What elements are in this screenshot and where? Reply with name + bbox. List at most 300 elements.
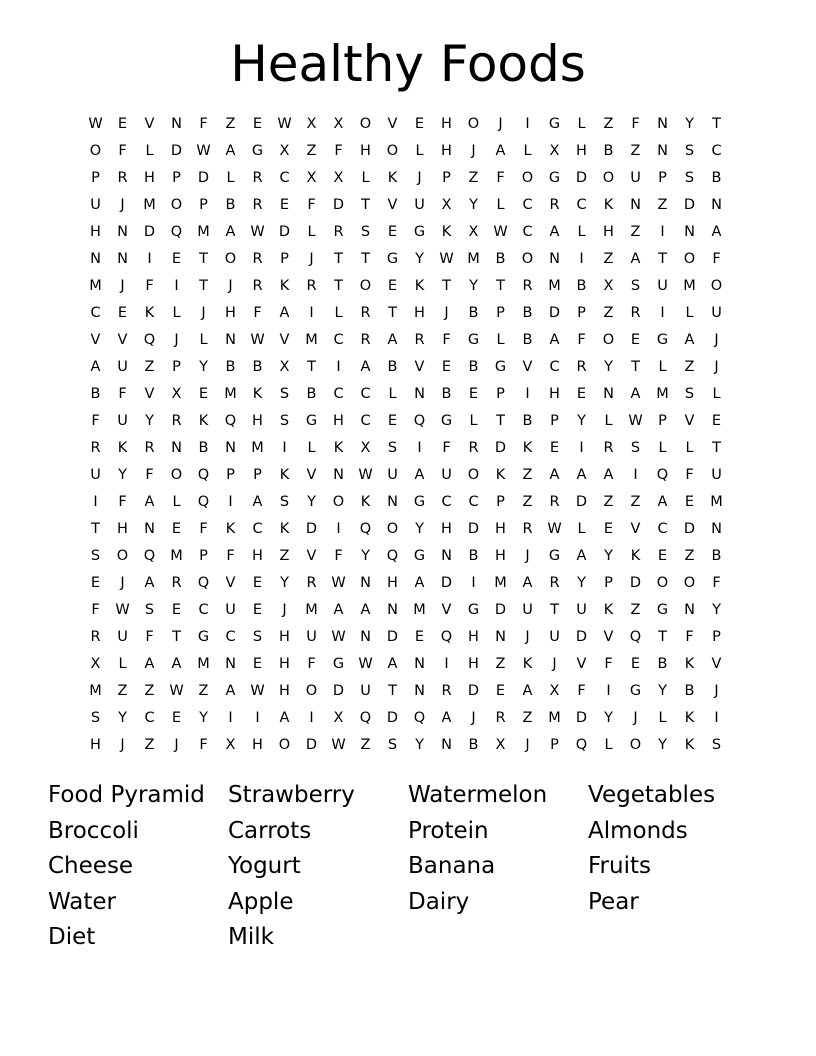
grid-letter: Q — [359, 521, 372, 537]
grid-letter: U — [549, 629, 560, 645]
grid-letter: Z — [144, 359, 155, 375]
grid-letter: F — [199, 737, 208, 753]
grid-letter: L — [199, 332, 208, 348]
grid-letter: I — [444, 656, 449, 672]
grid-letter: C — [522, 197, 533, 213]
grid-letter: L — [577, 224, 586, 240]
grid-letter: N — [360, 575, 371, 591]
grid-letter: C — [360, 413, 371, 429]
grid-letter: S — [144, 602, 155, 618]
grid-letter: V — [522, 359, 533, 375]
grid-letter: H — [252, 737, 263, 753]
grid-row — [82, 435, 734, 462]
grid-letter: O — [278, 737, 291, 753]
grid-letter: P — [199, 548, 208, 564]
grid-letter: P — [199, 197, 208, 213]
grid-row — [82, 354, 734, 381]
grid-letter: E — [90, 575, 101, 591]
grid-letter: T — [658, 251, 667, 267]
grid-letter: X — [468, 224, 479, 240]
grid-letter: U — [576, 602, 587, 618]
grid-letter: L — [307, 440, 316, 456]
grid-letter: A — [549, 467, 560, 483]
grid-letter: C — [549, 359, 560, 375]
grid-letter: Q — [197, 467, 210, 483]
grid-letter: I — [309, 305, 314, 321]
grid-letter: N — [414, 386, 425, 402]
grid-row — [82, 462, 734, 489]
grid-letter: A — [279, 305, 290, 321]
grid-letter: K — [603, 602, 614, 618]
grid-letter: I — [417, 440, 422, 456]
grid-letter: B — [684, 683, 695, 699]
grid-letter: D — [386, 629, 399, 645]
grid-letter: H — [90, 224, 101, 240]
grid-letter: U — [306, 629, 317, 645]
grid-letter: Q — [440, 629, 453, 645]
grid-letter: D — [629, 575, 642, 591]
grid-letter: Z — [279, 548, 290, 564]
grid-letter: D — [278, 224, 291, 240]
grid-letter: J — [228, 278, 233, 294]
grid-letter: A — [414, 467, 425, 483]
grid-letter: A — [630, 386, 641, 402]
grid-row — [82, 543, 734, 570]
grid-letter: V — [279, 332, 290, 348]
word-bank-item: Apple — [228, 888, 294, 915]
grid-letter: X — [495, 737, 506, 753]
grid-letter: I — [93, 494, 98, 510]
grid-row — [82, 732, 734, 759]
grid-letter: O — [602, 332, 615, 348]
grid-letter: H — [90, 737, 101, 753]
grid-letter: B — [90, 386, 101, 402]
grid-letter: D — [575, 170, 588, 186]
grid-letter: L — [685, 440, 694, 456]
word-bank-item: Milk — [228, 924, 274, 951]
grid-row — [82, 651, 734, 678]
grid-letter: X — [360, 440, 371, 456]
grid-letter: P — [577, 305, 586, 321]
grid-letter: Z — [225, 116, 236, 132]
grid-letter: B — [468, 737, 479, 753]
grid-letter: L — [496, 332, 505, 348]
grid-letter: Y — [118, 710, 127, 726]
grid-letter: A — [333, 602, 344, 618]
grid-letter: M — [710, 494, 723, 510]
grid-letter: R — [144, 440, 155, 456]
grid-letter: D — [386, 710, 399, 726]
grid-letter: H — [117, 521, 128, 537]
grid-letter: O — [683, 575, 696, 591]
grid-letter: N — [90, 251, 101, 267]
grid-letter: C — [522, 224, 533, 240]
grid-letter: G — [197, 629, 210, 645]
grid-letter: T — [334, 278, 343, 294]
grid-letter: A — [360, 359, 371, 375]
grid-letter: M — [548, 710, 561, 726]
grid-letter: I — [309, 710, 314, 726]
grid-letter: J — [120, 197, 125, 213]
grid-letter: F — [118, 494, 127, 510]
grid-letter: Y — [145, 413, 154, 429]
grid-letter: C — [252, 521, 263, 537]
grid-letter: F — [442, 332, 451, 348]
grid-letter: J — [201, 305, 206, 321]
grid-row — [82, 408, 734, 435]
grid-letter: Y — [307, 494, 316, 510]
grid-letter: O — [359, 278, 372, 294]
grid-letter: C — [333, 332, 344, 348]
grid-letter: M — [305, 602, 318, 618]
grid-letter: O — [602, 170, 615, 186]
grid-letter: L — [307, 224, 316, 240]
grid-letter: D — [305, 737, 318, 753]
grid-letter: E — [387, 278, 398, 294]
grid-letter: Z — [630, 602, 641, 618]
grid-letter: Y — [604, 548, 613, 564]
grid-letter: F — [118, 143, 127, 159]
grid-letter: V — [144, 386, 155, 402]
grid-letter: Y — [118, 467, 127, 483]
grid-letter: B — [468, 305, 479, 321]
grid-letter: J — [471, 143, 476, 159]
grid-letter: Y — [577, 413, 586, 429]
grid-letter: E — [198, 386, 209, 402]
grid-letter: L — [361, 170, 370, 186]
grid-letter: J — [282, 602, 287, 618]
grid-letter: F — [199, 116, 208, 132]
grid-letter: L — [469, 413, 478, 429]
grid-letter: L — [658, 710, 667, 726]
grid-letter: O — [89, 143, 102, 159]
grid-letter: V — [711, 656, 722, 672]
grid-letter: J — [471, 710, 476, 726]
grid-letter: S — [279, 386, 290, 402]
grid-letter: J — [714, 359, 719, 375]
grid-letter: N — [171, 116, 182, 132]
grid-row — [82, 678, 734, 705]
grid-letter: F — [199, 521, 208, 537]
grid-letter: U — [360, 683, 371, 699]
word-bank — [48, 777, 768, 955]
grid-letter: V — [306, 467, 317, 483]
grid-letter: P — [226, 467, 235, 483]
grid-letter: Q — [413, 710, 426, 726]
grid-letter: L — [658, 359, 667, 375]
grid-letter: C — [657, 521, 668, 537]
grid-letter: I — [255, 710, 260, 726]
grid-letter: Y — [712, 602, 721, 618]
grid-letter: G — [656, 332, 669, 348]
word-bank-item: Strawberry — [228, 782, 355, 808]
grid-letter: M — [197, 656, 210, 672]
grid-letter: A — [711, 224, 722, 240]
grid-letter: B — [576, 278, 587, 294]
grid-letter: R — [252, 197, 263, 213]
grid-letter: V — [603, 629, 614, 645]
grid-letter: F — [91, 413, 100, 429]
grid-letter: N — [144, 521, 155, 537]
grid-letter: N — [495, 629, 506, 645]
grid-letter: K — [225, 521, 236, 537]
grid-letter: Y — [658, 683, 667, 699]
grid-letter: O — [521, 251, 534, 267]
grid-letter: N — [657, 116, 668, 132]
grid-letter: E — [252, 656, 263, 672]
grid-letter: V — [414, 359, 425, 375]
grid-letter: I — [228, 710, 233, 726]
grid-letter: C — [711, 143, 722, 159]
grid-letter: M — [494, 575, 507, 591]
grid-row — [82, 219, 734, 246]
grid-letter: K — [414, 278, 425, 294]
word-bank-item: Pear — [588, 888, 639, 915]
grid-letter: P — [91, 170, 100, 186]
grid-letter: T — [388, 683, 397, 699]
grid-letter: Z — [684, 548, 695, 564]
grid-letter: Y — [415, 251, 424, 267]
grid-letter: F — [604, 656, 613, 672]
grid-letter: W — [331, 575, 346, 591]
grid-letter: L — [118, 656, 127, 672]
grid-letter: Z — [198, 683, 209, 699]
grid-letter: S — [90, 548, 101, 564]
grid-letter: D — [575, 629, 588, 645]
grid-letter: U — [630, 170, 641, 186]
grid-row — [82, 165, 734, 192]
grid-letter: E — [684, 494, 695, 510]
grid-letter: X — [306, 170, 317, 186]
grid-letter: L — [658, 440, 667, 456]
grid-letter: X — [306, 116, 317, 132]
grid-letter: H — [252, 548, 263, 564]
grid-letter: A — [144, 656, 155, 672]
grid-letter: L — [577, 521, 586, 537]
grid-letter: P — [496, 494, 505, 510]
grid-letter: N — [684, 602, 695, 618]
grid-letter: J — [633, 710, 638, 726]
grid-letter: R — [630, 305, 641, 321]
grid-letter: O — [116, 548, 129, 564]
grid-letter: R — [522, 521, 533, 537]
grid-letter: F — [91, 602, 100, 618]
grid-letter: G — [494, 359, 507, 375]
grid-letter: S — [387, 737, 398, 753]
grid-letter: D — [494, 602, 507, 618]
grid-letter: P — [550, 737, 559, 753]
grid-letter: Q — [386, 548, 399, 564]
grid-letter: A — [225, 224, 236, 240]
grid-letter: P — [496, 386, 505, 402]
grid-letter: W — [331, 737, 346, 753]
grid-letter: A — [144, 494, 155, 510]
grid-letter: S — [360, 224, 371, 240]
grid-letter: J — [714, 683, 719, 699]
grid-letter: S — [684, 170, 695, 186]
grid-letter: F — [334, 548, 343, 564]
grid-letter: P — [658, 170, 667, 186]
grid-letter: M — [251, 440, 264, 456]
grid-letter: E — [117, 116, 128, 132]
grid-letter: G — [467, 602, 480, 618]
grid-letter: R — [252, 170, 263, 186]
grid-letter: R — [468, 440, 479, 456]
grid-letter: U — [117, 629, 128, 645]
grid-letter: Z — [495, 656, 506, 672]
grid-letter: T — [307, 359, 316, 375]
grid-letter: T — [361, 251, 370, 267]
grid-letter: Q — [224, 413, 237, 429]
grid-letter: F — [118, 386, 127, 402]
grid-letter: E — [252, 602, 263, 618]
grid-letter: O — [170, 197, 183, 213]
grid-letter: D — [494, 440, 507, 456]
grid-letter: M — [89, 683, 102, 699]
grid-letter: R — [549, 197, 560, 213]
grid-letter: B — [387, 359, 398, 375]
grid-letter: W — [277, 116, 292, 132]
grid-letter: A — [576, 548, 587, 564]
grid-letter: G — [548, 116, 561, 132]
grid-letter: J — [714, 332, 719, 348]
grid-letter: L — [172, 494, 181, 510]
grid-letter: X — [549, 683, 560, 699]
grid-letter: H — [360, 143, 371, 159]
grid-letter: L — [604, 737, 613, 753]
grid-letter: S — [279, 413, 290, 429]
grid-letter: Q — [143, 548, 156, 564]
grid-letter: H — [144, 170, 155, 186]
grid-letter: A — [414, 575, 425, 591]
grid-letter: I — [336, 359, 341, 375]
grid-letter: W — [250, 224, 265, 240]
grid-letter: N — [711, 521, 722, 537]
grid-letter: S — [684, 143, 695, 159]
grid-letter: H — [549, 386, 560, 402]
grid-letter: Z — [306, 143, 317, 159]
grid-letter: R — [117, 170, 128, 186]
grid-letter: K — [387, 170, 398, 186]
grid-letter: E — [603, 521, 614, 537]
grid-letter: L — [145, 143, 154, 159]
grid-letter: H — [252, 413, 263, 429]
grid-letter: E — [387, 224, 398, 240]
grid-letter: F — [685, 629, 694, 645]
grid-letter: Q — [629, 629, 642, 645]
grid-row — [82, 300, 734, 327]
grid-letter: K — [279, 467, 290, 483]
grid-letter: B — [711, 170, 722, 186]
grid-letter: F — [334, 143, 343, 159]
grid-letter: X — [225, 737, 236, 753]
grid-letter: E — [576, 386, 587, 402]
grid-letter: B — [522, 332, 533, 348]
grid-letter: E — [549, 440, 560, 456]
grid-letter: K — [279, 278, 290, 294]
grid-letter: G — [548, 548, 561, 564]
grid-letter: Q — [575, 737, 588, 753]
grid-letter: A — [279, 710, 290, 726]
grid-letter: H — [468, 629, 479, 645]
grid-letter: J — [120, 737, 125, 753]
grid-letter: M — [656, 386, 669, 402]
grid-letter: D — [467, 683, 480, 699]
grid-letter: W — [358, 656, 373, 672]
word-bank-item: Fruits — [588, 853, 651, 880]
grid-letter: N — [414, 683, 425, 699]
grid-letter: W — [250, 332, 265, 348]
grid-letter: H — [225, 305, 236, 321]
grid-letter: K — [360, 494, 371, 510]
grid-letter: C — [198, 602, 209, 618]
grid-letter: M — [305, 332, 318, 348]
grid-letter: Y — [280, 575, 289, 591]
grid-letter: N — [441, 548, 452, 564]
grid-letter: B — [603, 143, 614, 159]
grid-letter: B — [468, 359, 479, 375]
word-bank-item: Protein — [408, 817, 489, 844]
grid-letter: R — [495, 710, 506, 726]
grid-letter: F — [496, 170, 505, 186]
grid-letter: Z — [603, 251, 614, 267]
grid-letter: Y — [361, 548, 370, 564]
grid-letter: Y — [577, 575, 586, 591]
grid-letter: P — [172, 170, 181, 186]
word-bank-item: Carrots — [228, 817, 312, 844]
grid-letter: O — [386, 521, 399, 537]
grid-letter: Y — [415, 737, 424, 753]
grid-letter: W — [115, 602, 130, 618]
grid-letter: X — [171, 386, 182, 402]
grid-letter: Z — [522, 710, 533, 726]
grid-letter: W — [88, 116, 103, 132]
grid-letter: K — [522, 440, 533, 456]
grid-letter: C — [225, 629, 236, 645]
grid-letter: W — [628, 413, 643, 429]
grid-letter: A — [495, 143, 506, 159]
word-bank-item: Vegetables — [588, 782, 716, 808]
grid-letter: E — [252, 575, 263, 591]
grid-letter: C — [279, 170, 290, 186]
grid-letter: G — [656, 602, 669, 618]
grid-letter: G — [413, 494, 426, 510]
grid-letter: H — [495, 548, 506, 564]
grid-letter: S — [279, 494, 290, 510]
grid-letter: F — [253, 305, 262, 321]
grid-letter: S — [90, 710, 101, 726]
grid-letter: F — [577, 683, 586, 699]
grid-row — [82, 489, 734, 516]
grid-letter: Y — [415, 521, 424, 537]
grid-letter: W — [439, 251, 454, 267]
grid-letter: X — [441, 197, 452, 213]
grid-letter: T — [334, 251, 343, 267]
grid-letter: F — [145, 278, 154, 294]
grid-letter: B — [522, 305, 533, 321]
grid-letter: D — [683, 521, 696, 537]
grid-letter: X — [333, 116, 344, 132]
grid-letter: N — [603, 386, 614, 402]
grid-letter: U — [387, 467, 398, 483]
grid-letter: F — [712, 575, 721, 591]
grid-letter: R — [522, 278, 533, 294]
grid-row — [82, 705, 734, 732]
grid-letter: Q — [197, 494, 210, 510]
grid-letter: R — [603, 440, 614, 456]
grid-letter: D — [575, 494, 588, 510]
grid-letter: F — [307, 656, 316, 672]
